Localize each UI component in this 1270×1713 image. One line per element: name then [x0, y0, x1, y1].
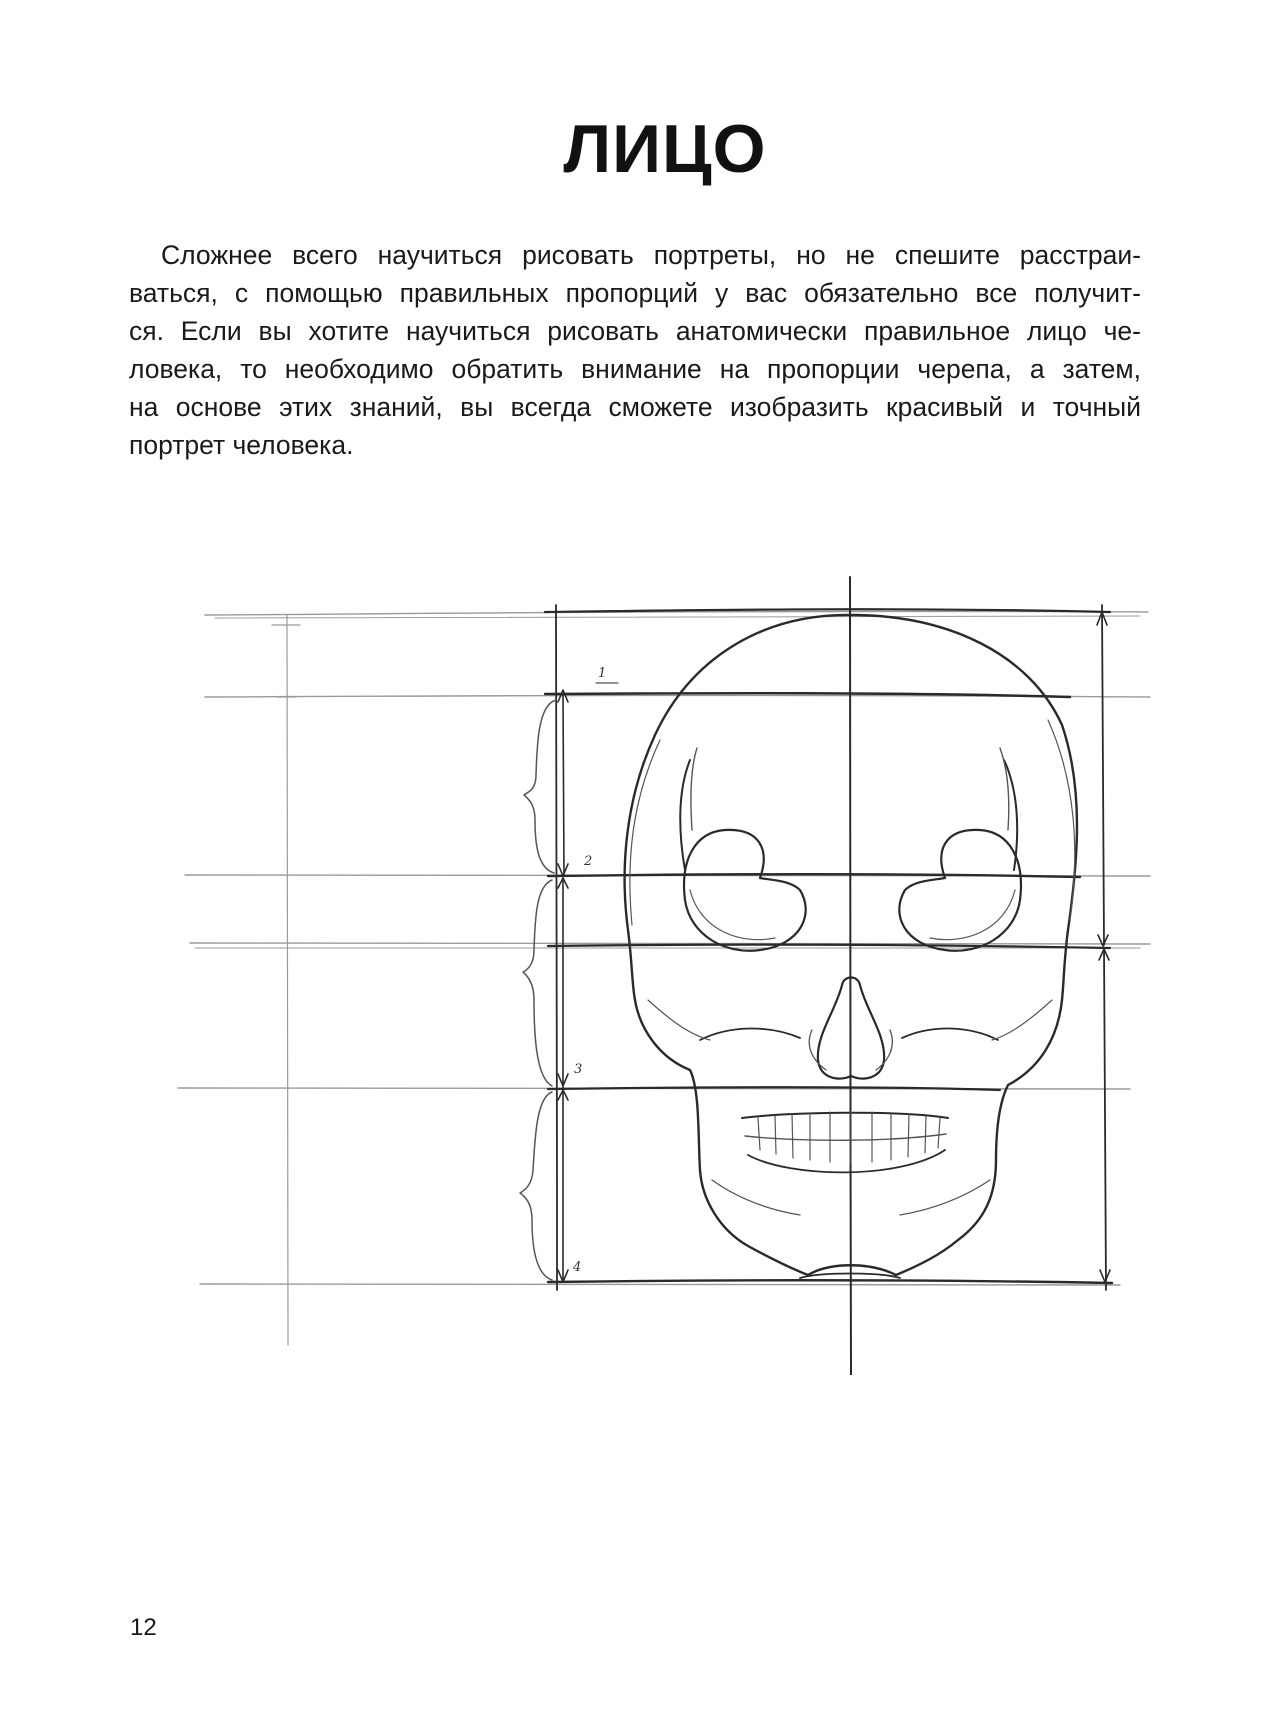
- paragraph-line: ся. Если вы хотите научиться рисовать анатомически правильное лицо че-: [129, 316, 1141, 346]
- skull-proportion-figure: [170, 565, 1160, 1375]
- intro-paragraph: [129, 236, 1141, 464]
- page-number: 12: [130, 1614, 157, 1641]
- guide-lines: [178, 611, 1150, 1285]
- paragraph-line: портрет человека.: [129, 430, 354, 460]
- paragraph-line: на основе этих знаний, вы всегда сможете изобразить красивый и точный: [129, 392, 1141, 422]
- marker-4: 4: [573, 1260, 582, 1275]
- skull-proportion-sketch-icon: [170, 565, 1160, 1375]
- center-axis: [850, 577, 851, 1375]
- braces: [520, 700, 556, 1280]
- temple-lines: [680, 748, 1017, 870]
- marker-3: 3: [574, 1062, 583, 1077]
- paragraph-line: ваться, с помощью правильных пропорций у вас обязательно все получит-: [129, 278, 1141, 308]
- paragraph-line: ловека, то необходимо обратить внимание на пропорции черепа, а затем,: [129, 354, 1141, 384]
- left-scale: [272, 615, 300, 1345]
- page-title: ЛИЦО: [563, 111, 767, 187]
- eye-sockets: [684, 830, 1021, 951]
- marker-2: 2: [584, 854, 593, 869]
- marker-labels: [572, 666, 618, 1275]
- teeth: [742, 1112, 948, 1172]
- paragraph-line: Сложнее всего научиться рисовать портреты, но не спешите расстраи-: [161, 240, 1141, 270]
- marker-1: 1: [598, 666, 607, 681]
